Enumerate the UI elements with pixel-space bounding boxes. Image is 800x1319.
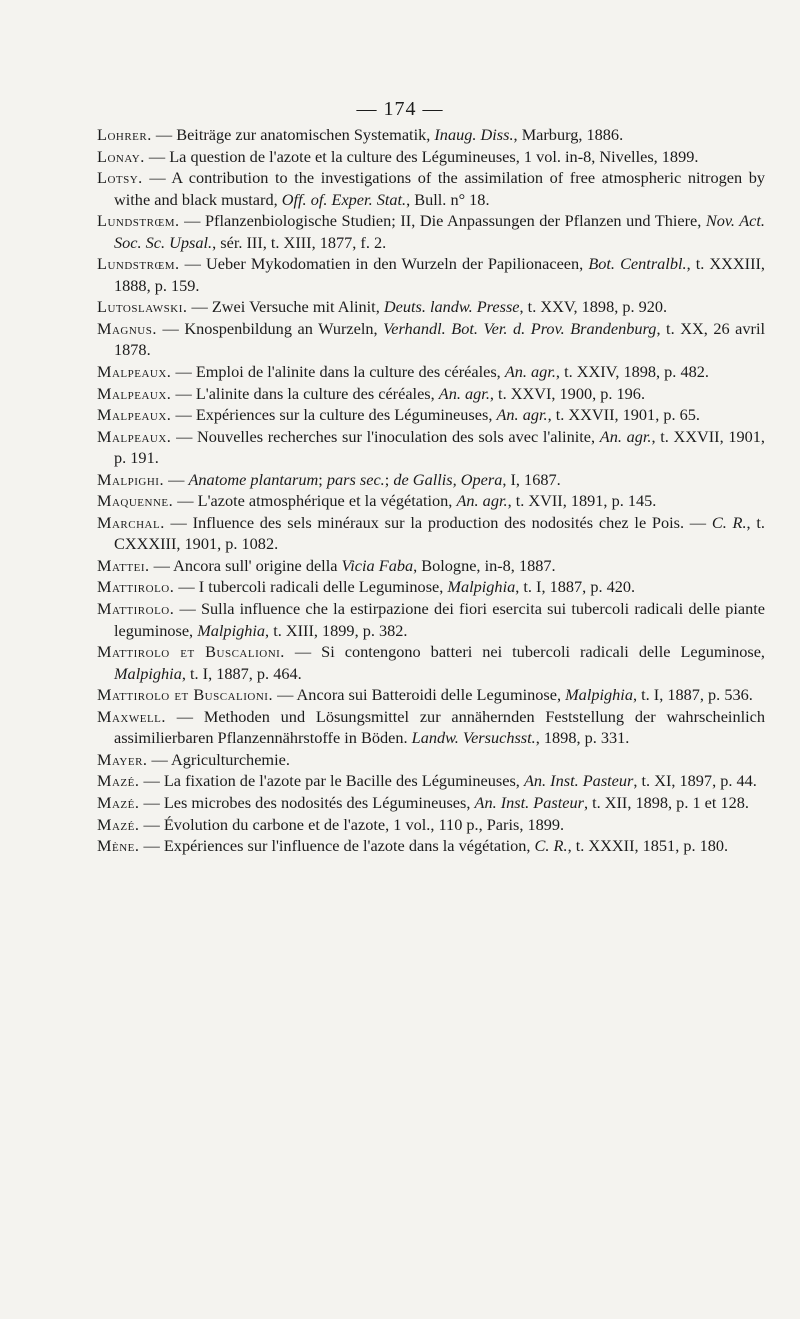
- entry-author: Malpeaux.: [97, 426, 172, 446]
- entry-text: — Ueber Mykodomatien in den Wurzeln der Papilionaceen, Bot. Centralbl., t. XXXIII, 1888, p. 159.: [114, 254, 765, 295]
- entry-author: Mattirolo.: [97, 599, 175, 619]
- entry-author: Mazé.: [97, 792, 140, 812]
- entry-text: — Emploi de l'alinite dans la culture des céréales, An. agr., t. XXIV, 1898, p. 482.: [171, 362, 709, 382]
- bibliography-entry: [97, 770, 765, 792]
- entry-text: — I tubercoli radicali delle Leguminose, Malpighia, t. I, 1887, p. 420.: [174, 577, 636, 597]
- entry-author: Lundstrœm.: [97, 211, 180, 231]
- entry-text: — Influence des sels minéraux sur la production des nodosités chez le Pois. — C. R., t. CXXXIII, 1901, p. 1082.: [114, 512, 765, 554]
- bibliography-entry: [97, 404, 765, 426]
- entry-author: Mène.: [97, 836, 140, 856]
- entry-author: Malpeaux.: [97, 405, 172, 425]
- entry-author: Malpighi.: [97, 469, 165, 489]
- entry-author: Lutoslawski.: [97, 297, 188, 317]
- entry-author: Mattei.: [97, 555, 150, 575]
- entry-author: Maquenne.: [97, 491, 174, 511]
- bibliography-entry: [97, 469, 765, 491]
- bibliography-entry: [97, 598, 765, 641]
- entry-author: Malpeaux.: [97, 362, 172, 382]
- entry-author: Mattirolo et Buscalioni.: [97, 685, 274, 705]
- entry-text: — Les microbes des nodosités des Légumineuses, An. Inst. Pasteur, t. XII, 1898, p. 1 et 128.: [139, 792, 749, 812]
- entry-author: Mazé.: [97, 771, 140, 791]
- bibliography-entry: [97, 814, 765, 836]
- bibliography-entry: [97, 253, 765, 296]
- entry-text: — Nouvelles recherches sur l'inoculation des sols avec l'alinite, An. agr., t. XXVII, 1901, p. 191.: [114, 426, 765, 468]
- entry-text: — Agriculturchemie.: [147, 749, 290, 769]
- entry-text: — Beiträge zur anatomischen Systematik, Inaug. Diss., Marburg, 1886.: [151, 125, 624, 144]
- bibliography-entry: [97, 383, 765, 405]
- entry-author: Malpeaux.: [97, 383, 172, 403]
- entry-text: — Expériences sur la culture des Légumineuses, An. agr., t. XXVII, 1901, p. 65.: [171, 405, 700, 425]
- entry-author: Mayer.: [97, 749, 148, 769]
- bibliography-entry: [97, 210, 765, 253]
- entry-text: — La question de l'azote et la culture des Légumineuses, 1 vol. in-8, Nivelles, 1899.: [144, 146, 699, 166]
- entry-text: — Zwei Versuche mit Alinit, Deuts. landw. Presse, t. XXV, 1898, p. 920.: [187, 297, 668, 317]
- entry-text: — Knospenbildung an Wurzeln, Verhandl. Bot. Ver. d. Prov. Brandenburg, t. XX, 26 avril 1878.: [114, 318, 765, 360]
- bibliography-entry: [97, 296, 765, 318]
- bibliography-entry: [97, 641, 765, 684]
- entry-text: — La fixation de l'azote par le Bacille des Légumineuses, An. Inst. Pasteur, t. XI, 1897, p. 44.: [139, 771, 757, 791]
- bibliography-entry: [97, 124, 765, 146]
- entry-author: Mattirolo.: [97, 577, 175, 597]
- bibliography-entry: [97, 792, 765, 814]
- entry-author: Mazé.: [97, 814, 140, 834]
- bibliography-entry: [97, 512, 765, 555]
- bibliography-entry: [97, 490, 765, 512]
- entry-text: — Expériences sur l'influence de l'azote dans la végétation, C. R., t. XXXII, 1851, p. 180.: [139, 836, 729, 856]
- entry-text: — L'alinite dans la culture des céréales, An. agr., t. XXVI, 1900, p. 196.: [171, 383, 646, 403]
- entry-author: Mattirolo et Buscalioni.: [97, 642, 285, 662]
- bibliography-entry: [97, 684, 765, 706]
- bibliography-entry: [97, 318, 765, 361]
- entry-text: — Pflanzenbiologische Studien; II, Die Anpassungen der Pflanzen und Thiere, Nov. Act. Soc. Sc. Upsal., sér. III, t. XIII, 1877, f. 2.: [114, 211, 765, 252]
- bibliography-entry: [97, 576, 765, 598]
- entry-text: — L'azote atmosphérique et la végétation, An. agr., t. XVII, 1891, p. 145.: [173, 491, 657, 511]
- entry-text: — Methoden und Lösungsmittel zur annähernden Feststellung der wahrscheinlich assimilierbaren Pflanzennährstoffe in Böden. Landw. Versuchsst., 1898, p. 331.: [114, 706, 765, 748]
- entry-text: — Anatome plantarum; pars sec.; de Gallis, Opera, I, 1687.: [164, 469, 561, 489]
- entry-author: Lohrer.: [97, 125, 152, 144]
- bibliography-list: [97, 124, 765, 857]
- entry-author: Maxwell.: [97, 706, 166, 726]
- bibliography-entry: [97, 426, 765, 469]
- entry-text: — Évolution du carbone et de l'azote, 1 vol., 110 p., Paris, 1899.: [139, 814, 565, 834]
- bibliography-entry: [97, 146, 765, 168]
- page-number: — 174 —: [356, 98, 444, 120]
- entry-author: Magnus.: [97, 318, 157, 338]
- bibliography-entry: [97, 706, 765, 749]
- entry-text: — Sulla influence che la estirpazione dei fiori esercita sui tubercoli radicali delle piante leguminose, Malpighia, t. XIII, 1899, p. 382.: [114, 599, 765, 640]
- entry-author: Lotsy.: [97, 168, 143, 188]
- entry-author: Lundstrœm.: [97, 254, 180, 274]
- entry-author: Lonay.: [97, 146, 145, 166]
- entry-text: — Ancora sui Batteroidi delle Leguminose, Malpighia, t. I, 1887, p. 536.: [273, 685, 753, 705]
- entry-author: Marchal.: [97, 512, 165, 532]
- entry-text: — Si contengono batteri nei tubercoli radicali delle Leguminose, Malpighia, t. I, 1887, p. 464.: [114, 642, 766, 683]
- bibliography-entry: [97, 749, 765, 771]
- bibliography-entry: [97, 361, 765, 383]
- bibliography-entry: [97, 835, 765, 857]
- entry-text: — Ancora sull' origine della Vicia Faba, Bologne, in-8, 1887.: [149, 555, 556, 575]
- bibliography-entry: [97, 167, 765, 210]
- entry-text: — A contribution to the investigations of the assimilation of free atmospheric nitrogen by withe and black mustard, Off. of. Exper. Stat., Bull. n° 18.: [114, 168, 765, 209]
- bibliography-entry: [97, 555, 765, 577]
